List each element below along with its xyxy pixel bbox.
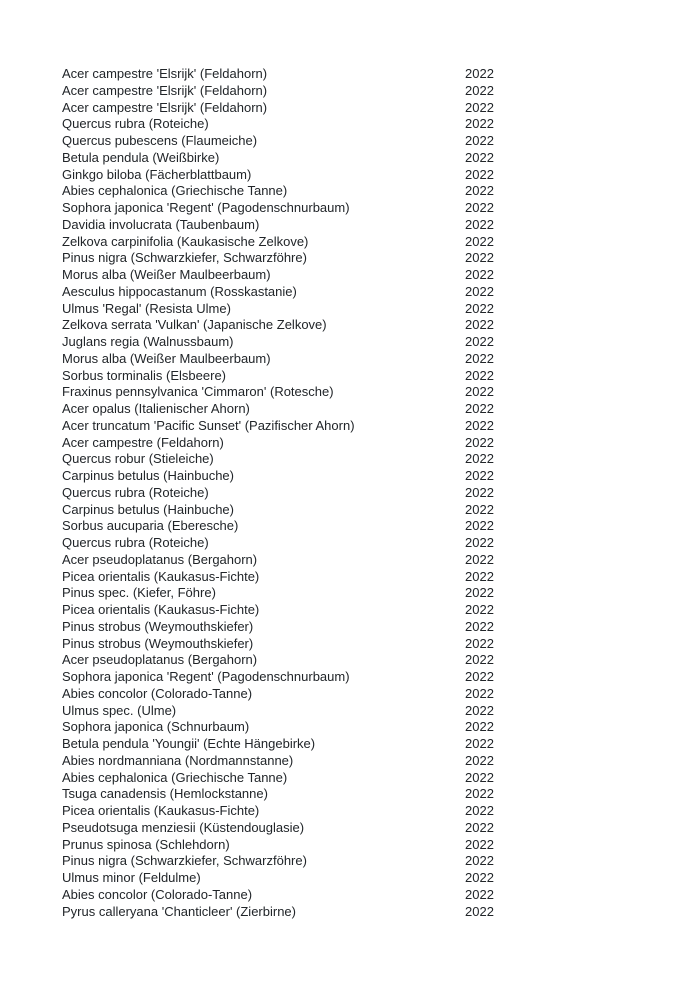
list-item [62, 820, 562, 837]
list-item [62, 167, 562, 184]
year-value: 2022 [465, 752, 494, 768]
list-item [62, 301, 562, 318]
year-value: 2022 [465, 719, 494, 735]
species-name: Abies nordmanniana (Nordmannstanne) [62, 752, 294, 768]
species-name: Sorbus aucuparia (Eberesche) [62, 518, 239, 534]
year-value: 2022 [465, 551, 494, 567]
year-value: 2022 [465, 870, 494, 885]
species-name: Pinus nigra (Schwarzkiefer, Schwarzföhre) [62, 250, 307, 266]
year-value: 2022 [465, 233, 494, 249]
year-value: 2022 [465, 434, 494, 450]
species-name: Prunus spinosa (Schlehdorn) [62, 836, 230, 852]
species-name: Sophora japonica (Schnurbaum) [62, 719, 250, 735]
species-name: Davidia involucrata (Taubenbaum) [62, 216, 260, 232]
list-item [62, 535, 562, 552]
year-value: 2022 [465, 836, 494, 852]
species-name: Picea orientalis (Kaukasus-Fichte) [62, 602, 260, 617]
species-name: Ulmus 'Regal' (Resista Ulme) [62, 300, 231, 316]
list-item [62, 317, 562, 334]
year-value: 2022 [465, 803, 494, 818]
list-item [62, 267, 562, 284]
year-value: 2022 [465, 149, 494, 165]
year-value: 2022 [465, 133, 494, 148]
list-item [62, 552, 562, 569]
species-name: Betula pendula (Weißbirke) [62, 149, 220, 165]
list-item [62, 870, 562, 887]
species-name: Abies concolor (Colorado-Tanne) [62, 685, 253, 701]
species-name: Ulmus spec. (Ulme) [62, 702, 177, 718]
list-item [62, 250, 562, 267]
species-name: Quercus pubescens (Flaumeiche) [62, 133, 258, 148]
species-name: Sophora japonica 'Regent' (Pagodenschnurbaum) [62, 200, 350, 215]
species-name: Carpinus betulus (Hainbuche) [62, 468, 234, 483]
species-name: Acer campestre 'Elsrijk' (Feldahorn) [62, 82, 268, 98]
year-value: 2022 [465, 317, 494, 333]
year-value: 2022 [465, 535, 494, 550]
year-value: 2022 [465, 451, 494, 467]
year-value: 2022 [465, 66, 494, 81]
year-value: 2022 [465, 116, 494, 132]
species-name: Zelkova serrata 'Vulkan' (Japanische Zelkove) [62, 317, 327, 333]
species-name: Abies cephalonica (Griechische Tanne) [62, 183, 288, 199]
list-item [62, 786, 562, 803]
species-name: Quercus rubra (Roteiche) [62, 535, 209, 550]
list-item [62, 116, 562, 133]
list-item [62, 334, 562, 351]
year-value: 2022 [465, 200, 494, 215]
species-name: Pinus strobus (Weymouthskiefer) [62, 635, 254, 651]
list-item [62, 217, 562, 234]
year-value: 2022 [465, 736, 494, 751]
list-item [62, 384, 562, 401]
year-value: 2022 [465, 183, 494, 199]
species-name: Acer pseudoplatanus (Bergahorn) [62, 551, 258, 567]
year-value: 2022 [465, 384, 494, 400]
list-item [62, 853, 562, 870]
year-value: 2022 [465, 401, 494, 416]
species-name: Pinus strobus (Weymouthskiefer) [62, 618, 254, 634]
year-value: 2022 [465, 652, 494, 668]
year-value: 2022 [465, 886, 494, 902]
year-value: 2022 [465, 685, 494, 701]
species-name: Ulmus minor (Feldulme) [62, 870, 201, 885]
list-item [62, 66, 562, 83]
species-name: Zelkova carpinifolia (Kaukasische Zelkove) [62, 233, 309, 249]
year-value: 2022 [465, 769, 494, 785]
year-value: 2022 [465, 602, 494, 617]
species-name: Pseudotsuga menziesii (Küstendouglasie) [62, 819, 305, 835]
year-value: 2022 [465, 903, 494, 919]
species-name: Fraxinus pennsylvanica 'Cimmaron' (Rotesche) [62, 384, 334, 400]
list-item [62, 150, 562, 167]
species-name: Morus alba (Weißer Maulbeerbaum) [62, 267, 271, 282]
year-value: 2022 [465, 853, 494, 869]
list-item [62, 736, 562, 753]
list-item [62, 485, 562, 502]
list-item [62, 284, 562, 301]
list-item [62, 351, 562, 368]
species-name: Sophora japonica 'Regent' (Pagodenschnurbaum) [62, 669, 350, 684]
year-value: 2022 [465, 166, 494, 182]
species-name: Morus alba (Weißer Maulbeerbaum) [62, 350, 271, 366]
year-value: 2022 [465, 635, 494, 651]
species-name: Acer campestre (Feldahorn) [62, 434, 224, 450]
species-name: Quercus robur (Stieleiche) [62, 451, 214, 467]
list-item [62, 703, 562, 720]
species-name: Tsuga canadensis (Hemlockstanne) [62, 786, 268, 802]
year-value: 2022 [465, 350, 494, 366]
list-item [62, 719, 562, 736]
list-item [62, 803, 562, 820]
species-name: Acer pseudoplatanus (Bergahorn) [62, 652, 258, 668]
species-name: Pinus nigra (Schwarzkiefer, Schwarzföhre) [62, 853, 307, 869]
year-value: 2022 [465, 585, 494, 601]
list-item [62, 502, 562, 519]
list-item [62, 468, 562, 485]
species-name: Picea orientalis (Kaukasus-Fichte) [62, 568, 260, 584]
year-value: 2022 [465, 501, 494, 517]
year-value: 2022 [465, 484, 494, 500]
list-item [62, 770, 562, 787]
list-item [62, 451, 562, 468]
species-name: Acer opalus (Italienischer Ahorn) [62, 401, 250, 416]
list-item [62, 585, 562, 602]
species-name: Ginkgo biloba (Fächerblattbaum) [62, 166, 252, 182]
list-item [62, 133, 562, 150]
year-value: 2022 [465, 216, 494, 232]
year-value: 2022 [465, 334, 494, 349]
species-name: Aesculus hippocastanum (Rosskastanie) [62, 283, 297, 299]
year-value: 2022 [465, 283, 494, 299]
year-value: 2022 [465, 99, 494, 115]
species-name: Picea orientalis (Kaukasus-Fichte) [62, 803, 260, 818]
year-value: 2022 [465, 82, 494, 98]
list-item [62, 569, 562, 586]
year-value: 2022 [465, 702, 494, 718]
species-name: Acer truncatum 'Pacific Sunset' (Pazifischer Ahorn) [62, 417, 355, 433]
species-name: Carpinus betulus (Hainbuche) [62, 501, 234, 517]
species-name: Quercus rubra (Roteiche) [62, 484, 209, 500]
list-item [62, 636, 562, 653]
species-name: Abies cephalonica (Griechische Tanne) [62, 769, 288, 785]
year-value: 2022 [465, 568, 494, 584]
list-item [62, 401, 562, 418]
species-name: Betula pendula 'Youngii' (Echte Hängebirke) [62, 736, 316, 751]
year-value: 2022 [465, 518, 494, 534]
year-value: 2022 [465, 468, 494, 483]
list-item [62, 83, 562, 100]
list-item [62, 435, 562, 452]
list-item [62, 602, 562, 619]
list-item [62, 652, 562, 669]
list-item [62, 619, 562, 636]
year-value: 2022 [465, 250, 494, 266]
list-item [62, 200, 562, 217]
species-name: Quercus rubra (Roteiche) [62, 116, 209, 132]
species-name: Pyrus calleryana 'Chanticleer' (Zierbirne) [62, 903, 296, 919]
species-name: Acer campestre 'Elsrijk' (Feldahorn) [62, 66, 268, 81]
year-value: 2022 [465, 367, 494, 383]
year-value: 2022 [465, 786, 494, 802]
list-item [62, 904, 562, 921]
tree-year-list [62, 66, 562, 920]
year-value: 2022 [465, 669, 494, 684]
species-name: Abies concolor (Colorado-Tanne) [62, 886, 253, 902]
list-item [62, 753, 562, 770]
list-item [62, 368, 562, 385]
year-value: 2022 [465, 417, 494, 433]
list-item [62, 418, 562, 435]
species-name: Sorbus torminalis (Elsbeere) [62, 367, 227, 383]
year-value: 2022 [465, 819, 494, 835]
list-item [62, 183, 562, 200]
species-name: Juglans regia (Walnussbaum) [62, 334, 234, 349]
list-item [62, 686, 562, 703]
year-value: 2022 [465, 618, 494, 634]
species-name: Pinus spec. (Kiefer, Föhre) [62, 585, 216, 601]
list-item [62, 669, 562, 686]
species-name: Acer campestre 'Elsrijk' (Feldahorn) [62, 99, 268, 115]
list-item [62, 518, 562, 535]
list-item [62, 837, 562, 854]
list-item [62, 887, 562, 904]
year-value: 2022 [465, 300, 494, 316]
list-item [62, 100, 562, 117]
year-value: 2022 [465, 267, 494, 282]
list-item [62, 234, 562, 251]
